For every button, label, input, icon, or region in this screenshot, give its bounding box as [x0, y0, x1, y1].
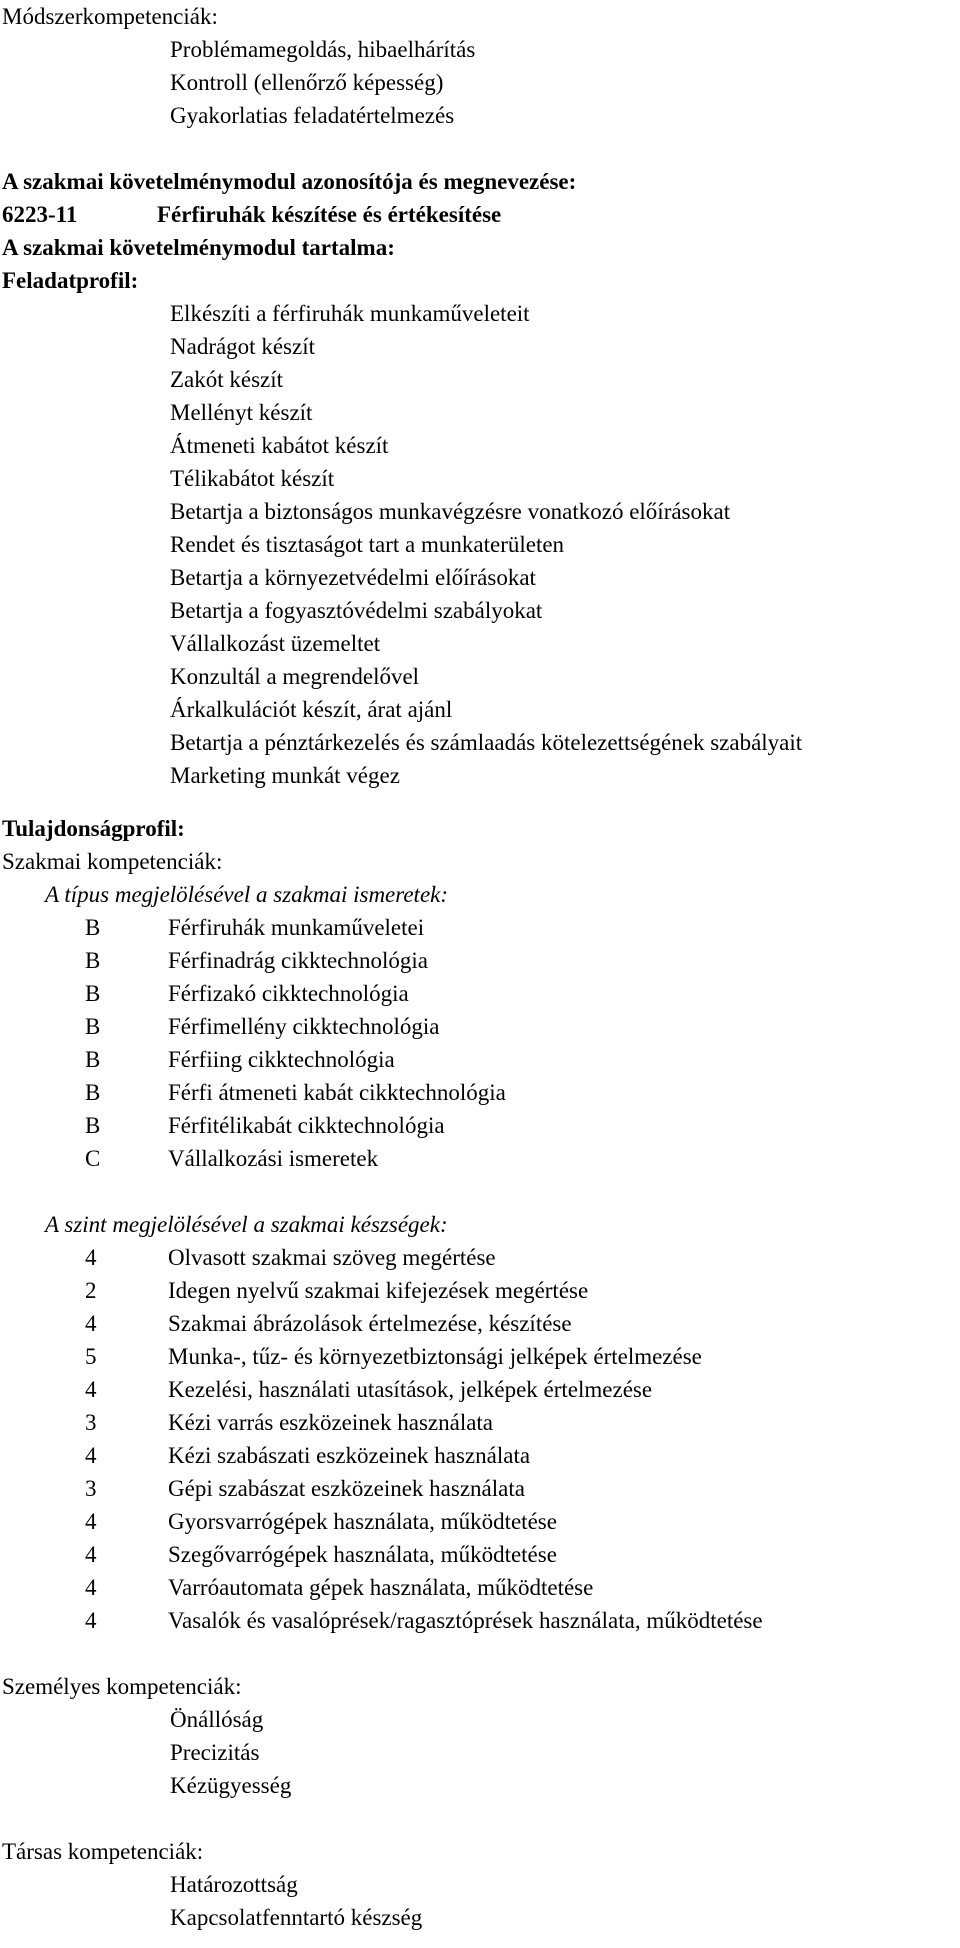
- tarsas-heading: Társas kompetenciák:: [2, 1839, 204, 1864]
- keszseg-row: [0, 1439, 960, 1472]
- ismeret-row: [0, 1076, 960, 1109]
- ismeret-type: B: [85, 1014, 101, 1039]
- ismeret-type: B: [85, 915, 101, 940]
- keszseg-text: Kézi varrás eszközeinek használata: [168, 1410, 494, 1435]
- modszer-item: Gyakorlatias feladatértelmezés: [170, 103, 455, 128]
- task-item: Betartja a pénztárkezelés és számlaadás kötelezettségének szabályait: [170, 730, 803, 755]
- task-item: Zakót készít: [170, 367, 284, 392]
- szemelyes-item: Precizitás: [170, 1740, 260, 1765]
- ismeret-text: Férfimellény cikktechnológia: [168, 1014, 440, 1039]
- keszseg-level: 4: [85, 1443, 97, 1468]
- keszseg-row: [0, 1241, 960, 1274]
- ismeret-text: Férfinadrág cikktechnológia: [168, 948, 428, 973]
- keszseg-text: Gyorsvarrógépek használata, működtetése: [168, 1509, 557, 1534]
- keszseg-level: 4: [85, 1245, 97, 1270]
- ismeret-row: [0, 944, 960, 977]
- modszer-heading: Módszerkompetenciák:: [2, 4, 218, 29]
- keszseg-text: Munka-, tűz- és környezetbiztonsági jelképek értelmezése: [168, 1344, 702, 1369]
- keszseg-row: [0, 1307, 960, 1340]
- tarsas-item: Határozottság: [170, 1872, 298, 1897]
- ismeret-text: Férfiruhák munkaműveletei: [168, 915, 425, 940]
- module-code: 6223-11: [2, 202, 78, 227]
- ismeretek-label: A típus megjelölésével a szakmai ismeretek:: [45, 882, 449, 907]
- keszseg-text: Szakmai ábrázolások értelmezése, készítése: [168, 1311, 572, 1336]
- ismeret-row: [0, 977, 960, 1010]
- spacer: [0, 1637, 960, 1670]
- task-item: Betartja a biztonságos munkavégzésre vonatkozó előírásokat: [170, 499, 731, 524]
- task-item: Rendet és tisztaságot tart a munkaterületen: [170, 532, 565, 557]
- ismeret-type: B: [85, 981, 101, 1006]
- task-item: Konzultál a megrendelővel: [170, 664, 420, 689]
- keszseg-row: [0, 1571, 960, 1604]
- ismeret-text: Férfiing cikktechnológia: [168, 1047, 395, 1072]
- keszseg-row: [0, 1406, 960, 1439]
- task-item: Árkalkulációt készít, árat ajánl: [170, 697, 453, 722]
- modszer-item: Problémamegoldás, hibaelhárítás: [170, 37, 476, 62]
- task-item: Elkészíti a férfiruhák munkaműveleteit: [170, 301, 530, 326]
- module-content-label: A szakmai követelménymodul tartalma:: [2, 235, 395, 260]
- task-item: Mellényt készít: [170, 400, 313, 425]
- task-item: Vállalkozást üzemeltet: [170, 631, 381, 656]
- module-name: Férfiruhák készítése és értékesítése: [157, 202, 502, 227]
- keszseg-level: 4: [85, 1311, 97, 1336]
- spacer: [0, 792, 960, 812]
- task-item: Nadrágot készít: [170, 334, 315, 359]
- keszseg-row: [0, 1505, 960, 1538]
- keszseg-text: Idegen nyelvű szakmai kifejezések megértése: [168, 1278, 589, 1303]
- spacer: [0, 132, 960, 165]
- tarsas-item: Kapcsolatfenntartó készség: [170, 1905, 423, 1930]
- ismeret-text: Férfitélikabát cikktechnológia: [168, 1113, 445, 1138]
- keszsegek-label: A szint megjelölésével a szakmai készségek:: [45, 1212, 448, 1237]
- ismeret-type: B: [85, 1047, 101, 1072]
- keszseg-level: 5: [85, 1344, 97, 1369]
- szemelyes-item: Önállóság: [170, 1707, 264, 1732]
- task-item: Betartja a környezetvédelmi előírásokat: [170, 565, 536, 590]
- keszseg-level: 4: [85, 1608, 97, 1633]
- tulajdonsag-heading: Tulajdonságprofil:: [2, 816, 185, 841]
- ismeret-row: [0, 1043, 960, 1076]
- ismeret-type: B: [85, 948, 101, 973]
- spacer: [0, 1175, 960, 1208]
- keszseg-text: Olvasott szakmai szöveg megértése: [168, 1245, 496, 1270]
- keszseg-level: 3: [85, 1476, 97, 1501]
- keszseg-row: [0, 1274, 960, 1307]
- module-id-label: A szakmai követelménymodul azonosítója és megnevezése:: [2, 169, 577, 194]
- keszseg-level: 4: [85, 1575, 97, 1600]
- task-item: Télikabátot készít: [170, 466, 335, 491]
- modszer-item: Kontroll (ellenőrző képesség): [170, 70, 444, 95]
- keszseg-row: [0, 1604, 960, 1637]
- keszseg-text: Varróautomata gépek használata, működtetése: [168, 1575, 594, 1600]
- szemelyes-heading: Személyes kompetenciák:: [2, 1674, 242, 1699]
- keszseg-row: [0, 1340, 960, 1373]
- ismeret-row: [0, 911, 960, 944]
- ismeret-text: Férfizakó cikktechnológia: [168, 981, 409, 1006]
- keszseg-row: [0, 1538, 960, 1571]
- ismeret-row: [0, 1142, 960, 1175]
- keszseg-row: [0, 1472, 960, 1505]
- keszseg-text: Gépi szabászat eszközeinek használata: [168, 1476, 525, 1501]
- keszseg-text: Kézi szabászati eszközeinek használata: [168, 1443, 531, 1468]
- task-item: Betartja a fogyasztóvédelmi szabályokat: [170, 598, 543, 623]
- ismeret-type: B: [85, 1080, 101, 1105]
- keszseg-level: 3: [85, 1410, 97, 1435]
- keszseg-level: 4: [85, 1509, 97, 1534]
- ismeret-row: [0, 1010, 960, 1043]
- ismeret-row: [0, 1109, 960, 1142]
- keszseg-text: Vasalók és vasalóprések/ragasztóprések használata, működtetése: [168, 1608, 763, 1633]
- keszseg-text: Kezelési, használati utasítások, jelképek értelmezése: [168, 1377, 653, 1402]
- keszseg-level: 4: [85, 1377, 97, 1402]
- ismeret-text: Vállalkozási ismeretek: [168, 1146, 379, 1171]
- szakmai-label: Szakmai kompetenciák:: [2, 849, 223, 874]
- keszseg-level: 2: [85, 1278, 97, 1303]
- ismeret-text: Férfi átmeneti kabát cikktechnológia: [168, 1080, 506, 1105]
- feladatprofil-label: Feladatprofil:: [2, 268, 139, 293]
- keszseg-row: [0, 1373, 960, 1406]
- task-item: Marketing munkát végez: [170, 763, 400, 788]
- module-title: [0, 198, 960, 231]
- szemelyes-item: Kézügyesség: [170, 1773, 292, 1798]
- keszseg-text: Szegővarrógépek használata, működtetése: [168, 1542, 557, 1567]
- ismeret-type: B: [85, 1113, 101, 1138]
- keszseg-level: 4: [85, 1542, 97, 1567]
- spacer: [0, 1802, 960, 1835]
- ismeret-type: C: [85, 1146, 101, 1171]
- task-item: Átmeneti kabátot készít: [170, 433, 389, 458]
